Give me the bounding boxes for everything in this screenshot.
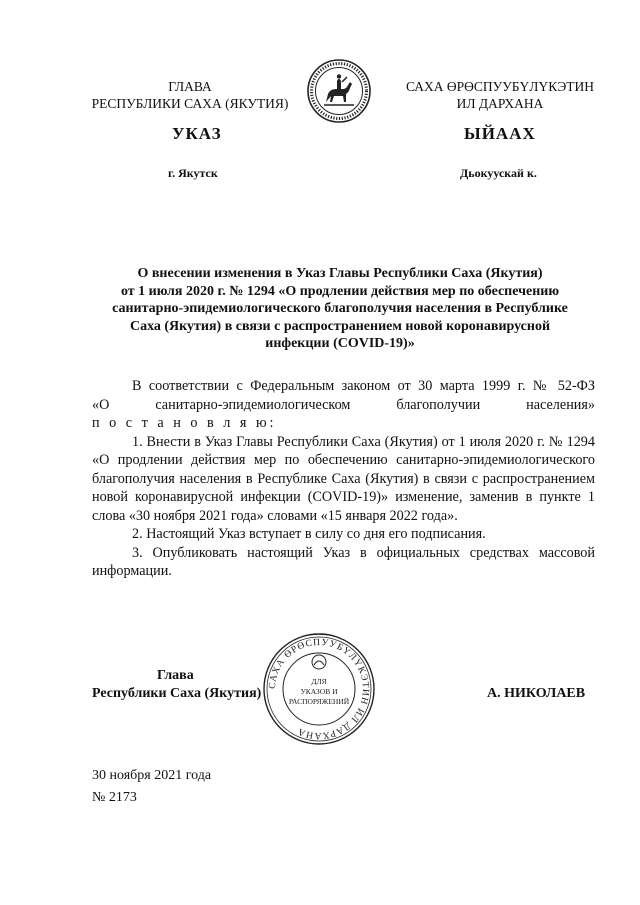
decree-item-1: 1. Внести в Указ Главы Республики Саха (Якутия) от 1 июля 2020 г. № 1294 «О продлении действия мер по обеспечению санитарно-эпидемиологического благополучия населения в Республике Саха (Якутия) в связи с распространением новой коронавирусной инфекции (COVID-19)» изменение, заменив в пункте 1 слова «30 ноября 2021 года» словами «15 января 2022 года». [92, 433, 595, 524]
decree-word: п о с т а н о в л я ю: [92, 415, 277, 431]
decree-item-3: 3. Опубликовать настоящий Указ в официальных средствах массовой информации. [92, 544, 595, 579]
header-right-line2: ИЛ ДАРХАНА [456, 96, 544, 111]
title-line: от 1 июля 2020 г. № 1294 «О продлении действия мер по обеспечению [120, 283, 560, 299]
city-ru: г. Якутск [168, 166, 218, 180]
decree-date: 30 ноября 2021 года [92, 768, 212, 783]
doc-type-ru: УКАЗ [172, 124, 222, 143]
title-line: санитарно-эпидемиологического благополучия населения в Республике [112, 301, 568, 316]
svg-text:ДЛЯ: ДЛЯ [311, 677, 327, 686]
signature-position-line1: Глава [157, 668, 194, 683]
header-right [385, 78, 615, 112]
emblem-of-sakha [306, 58, 372, 124]
title-line: О внесении изменения в Указ Главы Республики Саха (Якутия) [137, 266, 543, 281]
decree-title [90, 265, 590, 353]
decree-item-2: 2. Настоящий Указ вступает в силу со дня его подписания. [132, 526, 486, 542]
svg-text:РАСПОРЯЖЕНИЙ: РАСПОРЯЖЕНИЙ [288, 697, 350, 706]
header-left-line1: ГЛАВА [168, 79, 212, 94]
signature-position-line2: Республики Саха (Якутия) [92, 686, 262, 701]
city-sakha: Дьокуускай к. [460, 166, 537, 180]
signature-name: А. НИКОЛАЕВ [487, 686, 586, 701]
decree-number: № 2173 [92, 790, 137, 805]
doc-type-sakha: ЫЙААХ [464, 124, 536, 143]
official-stamp [262, 632, 376, 746]
header-left-line2: РЕСПУБЛИКИ САХА (ЯКУТИЯ) [91, 96, 289, 111]
decree-body [92, 377, 595, 581]
preamble-line2: «О санитарно-эпидемиологическом благополучии населения» [92, 396, 595, 413]
title-line: Саха (Якутия) в связи с распространением новой коронавирусной [129, 318, 551, 334]
header-right-line1: САХА ӨРӨСПУУБҮЛҮКЭТИН [405, 79, 595, 94]
preamble-line1: В соответствии с Федеральным законом от 30 марта 1999 г. № 52-ФЗ [132, 378, 595, 394]
header-left [80, 78, 300, 112]
title-line: инфекции (COVID-19)» [265, 336, 415, 351]
svg-text:УКАЗОВ И: УКАЗОВ И [300, 687, 338, 696]
stamp-outer-text: САХА ӨРӨСПУУБҮЛҮКЭТИН ИЛ ДАРХАНА [267, 637, 371, 741]
